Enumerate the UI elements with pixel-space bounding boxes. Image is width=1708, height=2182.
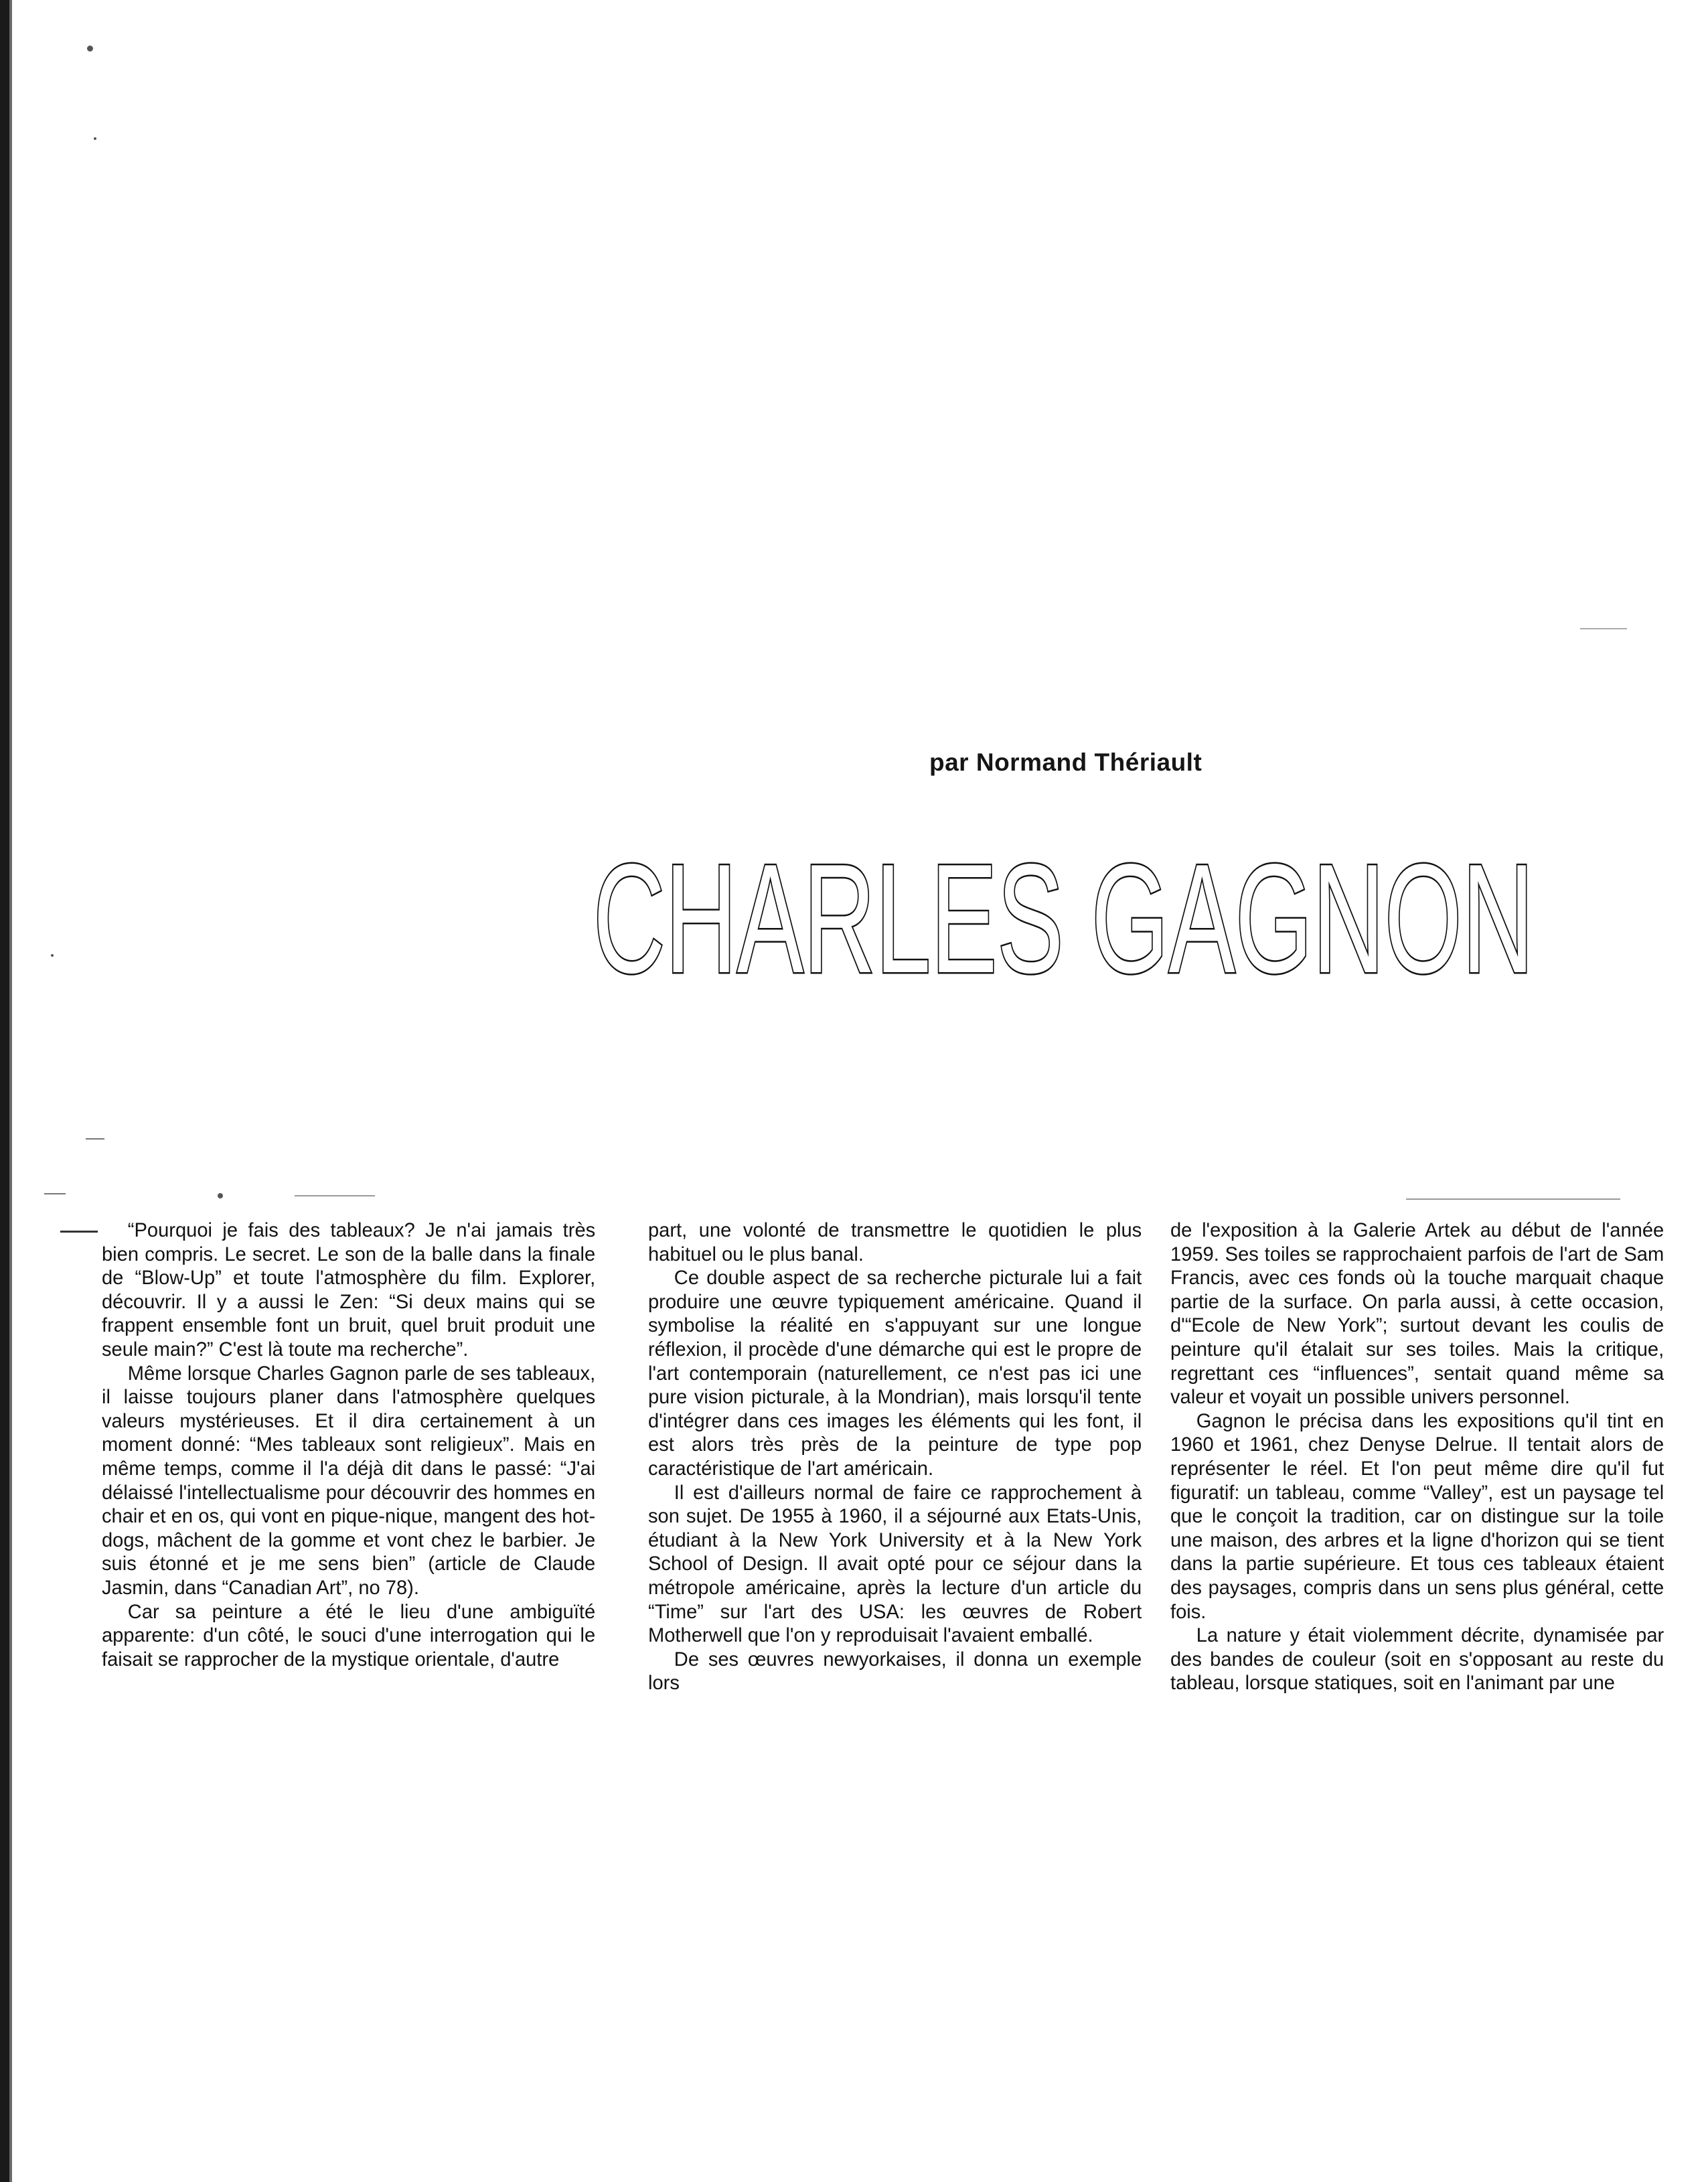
scan-mark <box>1406 1198 1620 1200</box>
scan-speck <box>94 137 96 140</box>
scan-mark <box>295 1195 375 1196</box>
scan-mark <box>86 1138 104 1140</box>
scan-speck <box>51 954 54 957</box>
paragraph: Il est d'ailleurs normal de faire ce rapprochement à son sujet. De 1955 à 1960, il a séjourné aux Etats-Unis, étudiant à la New York University et à la New York School of Design. Il avait opté pour ce séjour dans la métropole américaine, après la lecture d'un article du “Time” sur l'art des USA: les œuvres de Robert Motherwell que l'on y reproduisait l'avaient emballé. <box>648 1481 1142 1647</box>
scan-speck <box>87 46 93 52</box>
paragraph: Gagnon le précisa dans les expositions qu'il tint en 1960 et 1961, chez Denyse Delrue. Il tentait alors de représenter le réel. Et l'on peut même dire qu'il fut figuratif: un tableau, comme “Valley”, est un paysage tel que le conçoit la tradition, car on distingue sur la toile une maison, des arbres et la ligne d'horizon qui se tient dans la partie supérieure. Et tous ces tableaux étaient des paysages, compris dans un sens plus général, cette fois. <box>1170 1409 1664 1623</box>
paragraph: “Pourquoi je fais des tableaux? Je n'ai jamais très bien compris. Le secret. Le son de la balle dans la finale de “Blow-Up” et toute l'atmosphère du film. Explorer, découvrir. Il y a aussi le Zen: “Si deux mains qui se frappent ensemble font un bruit, quel bruit produit une seule main?” C'est là toute ma recherche”. <box>102 1219 596 1360</box>
paragraph: De ses œuvres newyorkaises, il donna un exemple lors <box>648 1648 1142 1695</box>
article-title <box>589 824 1540 984</box>
paragraph-continuation: part, une volonté de transmettre le quotidien le plus habituel ou le plus banal. <box>648 1219 1142 1265</box>
paragraph: Ce double aspect de sa recherche picturale lui a fait produire une œuvre typiquement américaine. Quand il symbolise la réalité en s'appuyant sur une longue réflexion, il procède d'une démarche qui est le propre de l'art contemporain (naturellement, ce n'est pas ici une pure vision picturale, à la Mondrian), mais lorsqu'il tente d'intégrer dans ces images les éléments qui les font, il est alors très près de la peinture de type pop caractéristique de l'art américain. <box>648 1267 1142 1480</box>
paragraph: Car sa peinture a été le lieu d'une ambiguïté apparente: d'un côté, le souci d'une interrogation qui le faisait se rapprocher de la mystique orientale, d'autre <box>102 1600 596 1670</box>
paragraph: Même lorsque Charles Gagnon parle de ses tableaux, il laisse toujours planer dans l'atmosphère quelques valeurs mystérieuses. Et il dira certainement à un moment donné: “Mes tableaux sont religieux”. Mais en même temps, comme il l'a déjà dit dans le passé: “J'ai délaissé l'intellectualisme pour découvrir des hommes en chair et en os, qui vont en pique-nique, mangent des hot-dogs, mâchent de la gomme et vont chez le barbier. Je suis étonné et je me sens bien” (article de Claude Jasmin, dans “Canadian Art”, no 78). <box>102 1362 596 1599</box>
article-column-2 <box>648 1219 1142 1695</box>
article-column-1 <box>102 1219 595 1671</box>
article-title-text: CHARLES GAGNON <box>593 832 1534 984</box>
scan-mark <box>44 1193 66 1194</box>
paragraph: La nature y était violemment décrite, dynamisée par des bandes de couleur (soit en s'opposant au reste du tableau, lorsque statiques, soit en l'animant par une <box>1170 1624 1664 1695</box>
scan-mark <box>1580 628 1627 629</box>
scan-mark <box>60 1231 98 1233</box>
scan-binding-edge <box>0 0 15 2182</box>
paragraph-continuation: de l'exposition à la Galerie Artek au début de l'année 1959. Ses toiles se rapprochaient parfois de l'art de Sam Francis, avec ces fonds où la touche marquait chaque partie de la surface. On parla aussi, à cette occasion, d'“Ecole de New York”; surtout devant les coulis de peinture qu'il étalait sur ses toiles. Mais la critique, regrettant ces “influences”, sentait quand même sa valeur et voyait un possible univers personnel. <box>1170 1219 1664 1409</box>
article-column-3 <box>1170 1219 1664 1695</box>
scan-speck <box>218 1193 223 1198</box>
byline: par Normand Thériault <box>929 749 1202 776</box>
